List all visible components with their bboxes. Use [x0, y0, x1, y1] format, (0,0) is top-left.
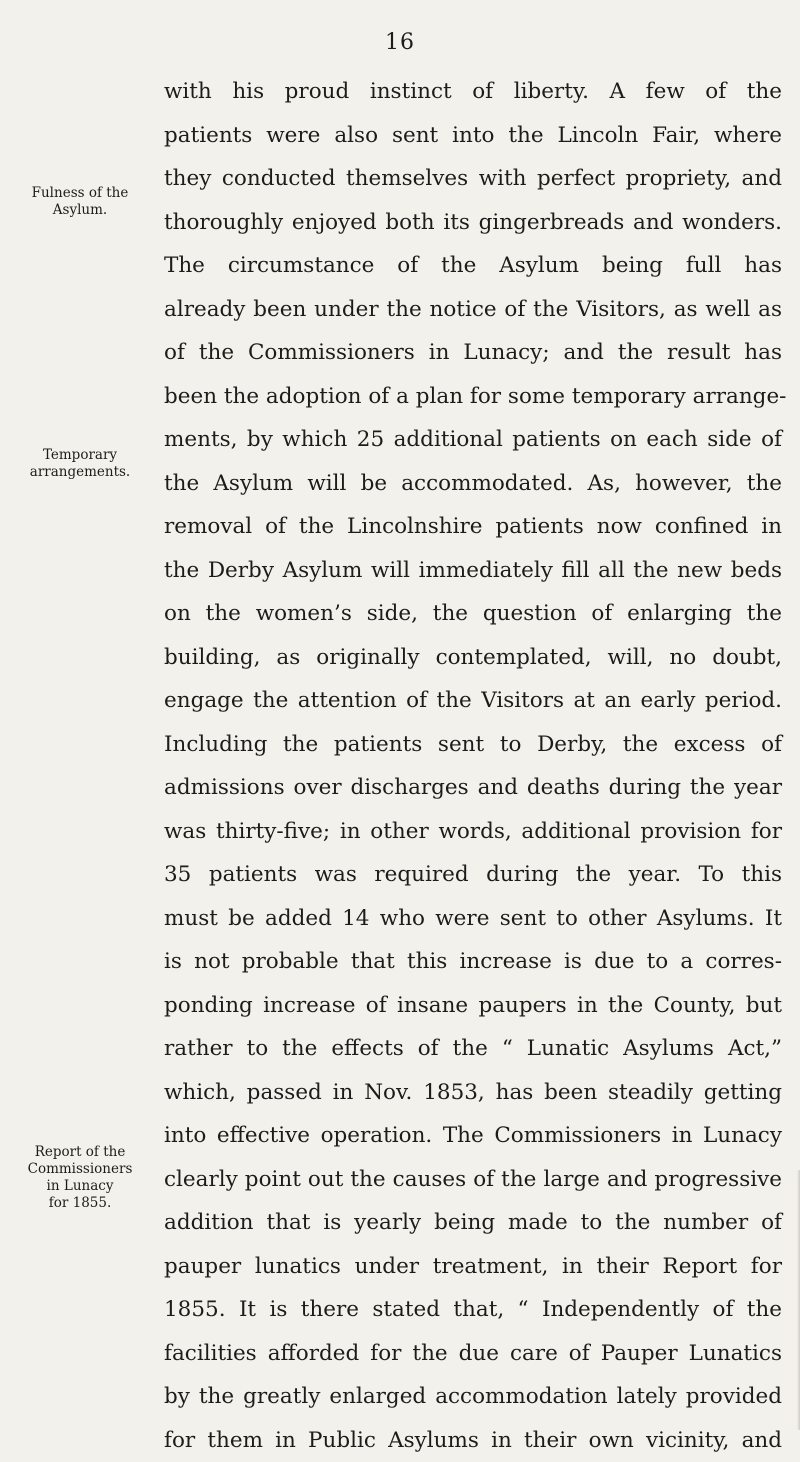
text-line: building, as originally contemplated, will, no doubt,: [164, 636, 782, 680]
text-line: is not probable that this increase is due to a corres-: [164, 940, 782, 984]
text-line: with his proud instinct of liberty. A few of the: [164, 70, 782, 114]
margin-note-line: for 1855.: [2, 1195, 158, 1212]
text-line: ponding increase of insane paupers in the County, but: [164, 984, 782, 1028]
margin-note-line: in Lunacy: [2, 1178, 158, 1195]
text-line: into effective operation. The Commissioners in Lunacy: [164, 1114, 782, 1158]
text-line: must be added 14 who were sent to other Asylums. It: [164, 897, 782, 941]
text-line: the Asylum will be accommodated. As, however, the: [164, 462, 782, 506]
text-line: been the adoption of a plan for some temporary arrange-: [164, 375, 782, 419]
text-line: admissions over discharges and deaths during the year: [164, 766, 782, 810]
text-line: pauper lunatics under treatment, in their Report for: [164, 1245, 782, 1289]
text-line: already been under the notice of the Visitors, as well as: [164, 288, 782, 332]
margin-note-line: Asylum.: [2, 202, 158, 219]
text-line: rather to the effects of the “ Lunatic Asylums Act,”: [164, 1027, 782, 1071]
margin-note-fulness: [2, 185, 158, 219]
margin-note-line: Fulness of the: [2, 185, 158, 202]
margin-note-line: Commissioners: [2, 1161, 158, 1178]
text-line: engage the attention of the Visitors at an early period.: [164, 679, 782, 723]
text-line: they conducted themselves with perfect propriety, and: [164, 157, 782, 201]
margin-note-line: Report of the: [2, 1144, 158, 1161]
text-line: 35 patients was required during the year. To this: [164, 853, 782, 897]
text-line: addition that is yearly being made to the number of: [164, 1201, 782, 1245]
margin-note-line: Temporary: [2, 447, 158, 464]
text-line: by the greatly enlarged accommodation lately provided: [164, 1375, 782, 1419]
text-line: of the Commissioners in Lunacy; and the result has: [164, 331, 782, 375]
text-line: facilities afforded for the due care of Pauper Lunatics: [164, 1332, 782, 1376]
text-line: patients were also sent into the Lincoln Fair, where: [164, 114, 782, 158]
margin-note-report: [2, 1144, 158, 1212]
text-line: The circumstance of the Asylum being full has: [164, 244, 782, 288]
text-line: 1855. It is there stated that, “ Independently of the: [164, 1288, 782, 1332]
text-line: ments, by which 25 additional patients on each side of: [164, 418, 782, 462]
text-line: which, passed in Nov. 1853, has been steadily getting: [164, 1071, 782, 1115]
body-text: [164, 70, 782, 1462]
text-line: clearly point out the causes of the large and progressive: [164, 1158, 782, 1202]
text-line: on the women’s side, the question of enlarging the: [164, 592, 782, 636]
text-line: the Derby Asylum will immediately fill all the new beds: [164, 549, 782, 593]
margin-note-line: arrangements.: [2, 464, 158, 481]
text-line: Including the patients sent to Derby, the excess of: [164, 723, 782, 767]
margin-note-temporary: [2, 447, 158, 481]
page-number: 16: [0, 30, 800, 55]
text-line: thoroughly enjoyed both its gingerbreads and wonders.: [164, 201, 782, 245]
text-line: was thirty-five; in other words, additional provision for: [164, 810, 782, 854]
text-line: for them in Public Asylums in their own vicinity, and: [164, 1419, 782, 1462]
text-line: removal of the Lincolnshire patients now confined in: [164, 505, 782, 549]
